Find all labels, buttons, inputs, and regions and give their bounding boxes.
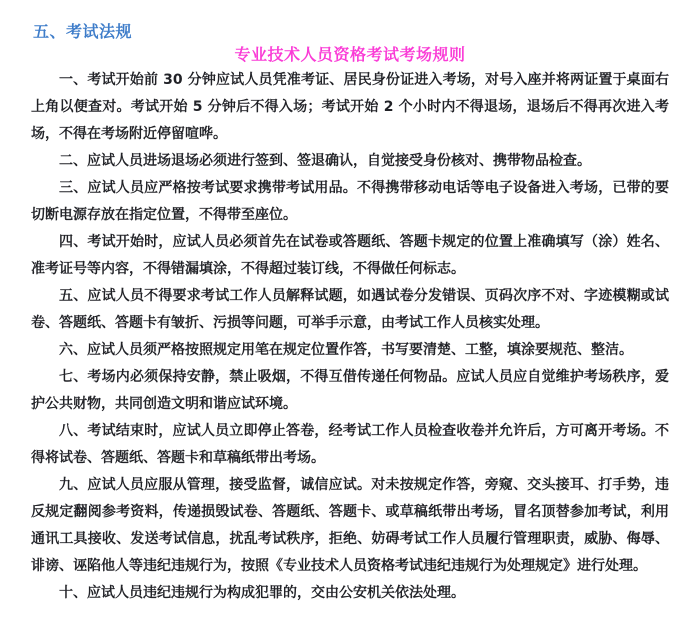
- rule-paragraph-3: 三、应试人员应严格按考试要求携带考试用品。不得携带移动电话等电子设备进入考场，已带的要切断电源存放在指定位置，不得带至座位。: [31, 180, 669, 223]
- section-heading: 五、考试法规: [33, 22, 133, 41]
- document-title: 专业技术人员资格考试考场规则: [234, 45, 466, 64]
- rule-paragraph-6: 六、应试人员须严格按照规定用笔在规定位置作答，书写要清楚、工整，填涂要规范、整洁。: [59, 342, 633, 358]
- rule-paragraph-5: 五、应试人员不得要求考试工作人员解释试题，如遇试卷分发错误、页码次序不对、字迹模糊或试卷、答题纸、答题卡有皱折、污损等问题，可举手示意，由考试工作人员核实处理。: [31, 288, 669, 331]
- rule-paragraph-1: 一、考试开始前 30 分钟应试人员凭准考证、居民身份证进入考场，对号入座并将两证置于桌面右上角以便查对。考试开始 5 分钟后不得入场；考试开始 2 个小时内不得退场，退场后不得再次进入考场，不得在考场附近停留喧哗。: [31, 72, 669, 142]
- rule-paragraph-2: 二、应试人员进场退场必须进行签到、签退确认，自觉接受身份核对、携带物品检查。: [59, 153, 591, 169]
- rules-body: [31, 67, 669, 607]
- rule-paragraph-10: 十、应试人员违纪违规行为构成犯罪的，交由公安机关依法处理。: [59, 585, 465, 601]
- rule-paragraph-8: 八、考试结束时，应试人员立即停止答卷，经考试工作人员检查收卷并允许后，方可离开考场。不得将试卷、答题纸、答题卡和草稿纸带出考场。: [31, 423, 669, 466]
- rule-paragraph-7: 七、考场内必须保持安静，禁止吸烟，不得互借传递任何物品。应试人员应自觉维护考场秩序，爱护公共财物，共同创造文明和谐应试环境。: [31, 369, 669, 412]
- rule-paragraph-9: 九、应试人员应服从管理，接受监督，诚信应试。对未按规定作答，旁窥、交头接耳、打手势，违反规定翻阅参考资料，传递损毁试卷、答题纸、答题卡、或草稿纸带出考场，冒名顶替参加考试，利用通讯工具接收、发送考试信息，扰乱考试秩序，拒绝、妨碍考试工作人员履行管理职责，威胁、侮辱、诽谤、诬陷他人等违纪违规行为，按照《专业技术人员资格考试违纪违规行为处理规定》进行处理。: [31, 477, 669, 574]
- rule-paragraph-4: 四、考试开始时，应试人员必须首先在试卷或答题纸、答题卡规定的位置上准确填写（涂）姓名、准考证号等内容，不得错漏填涂，不得超过装订线，不得做任何标志。: [31, 234, 669, 277]
